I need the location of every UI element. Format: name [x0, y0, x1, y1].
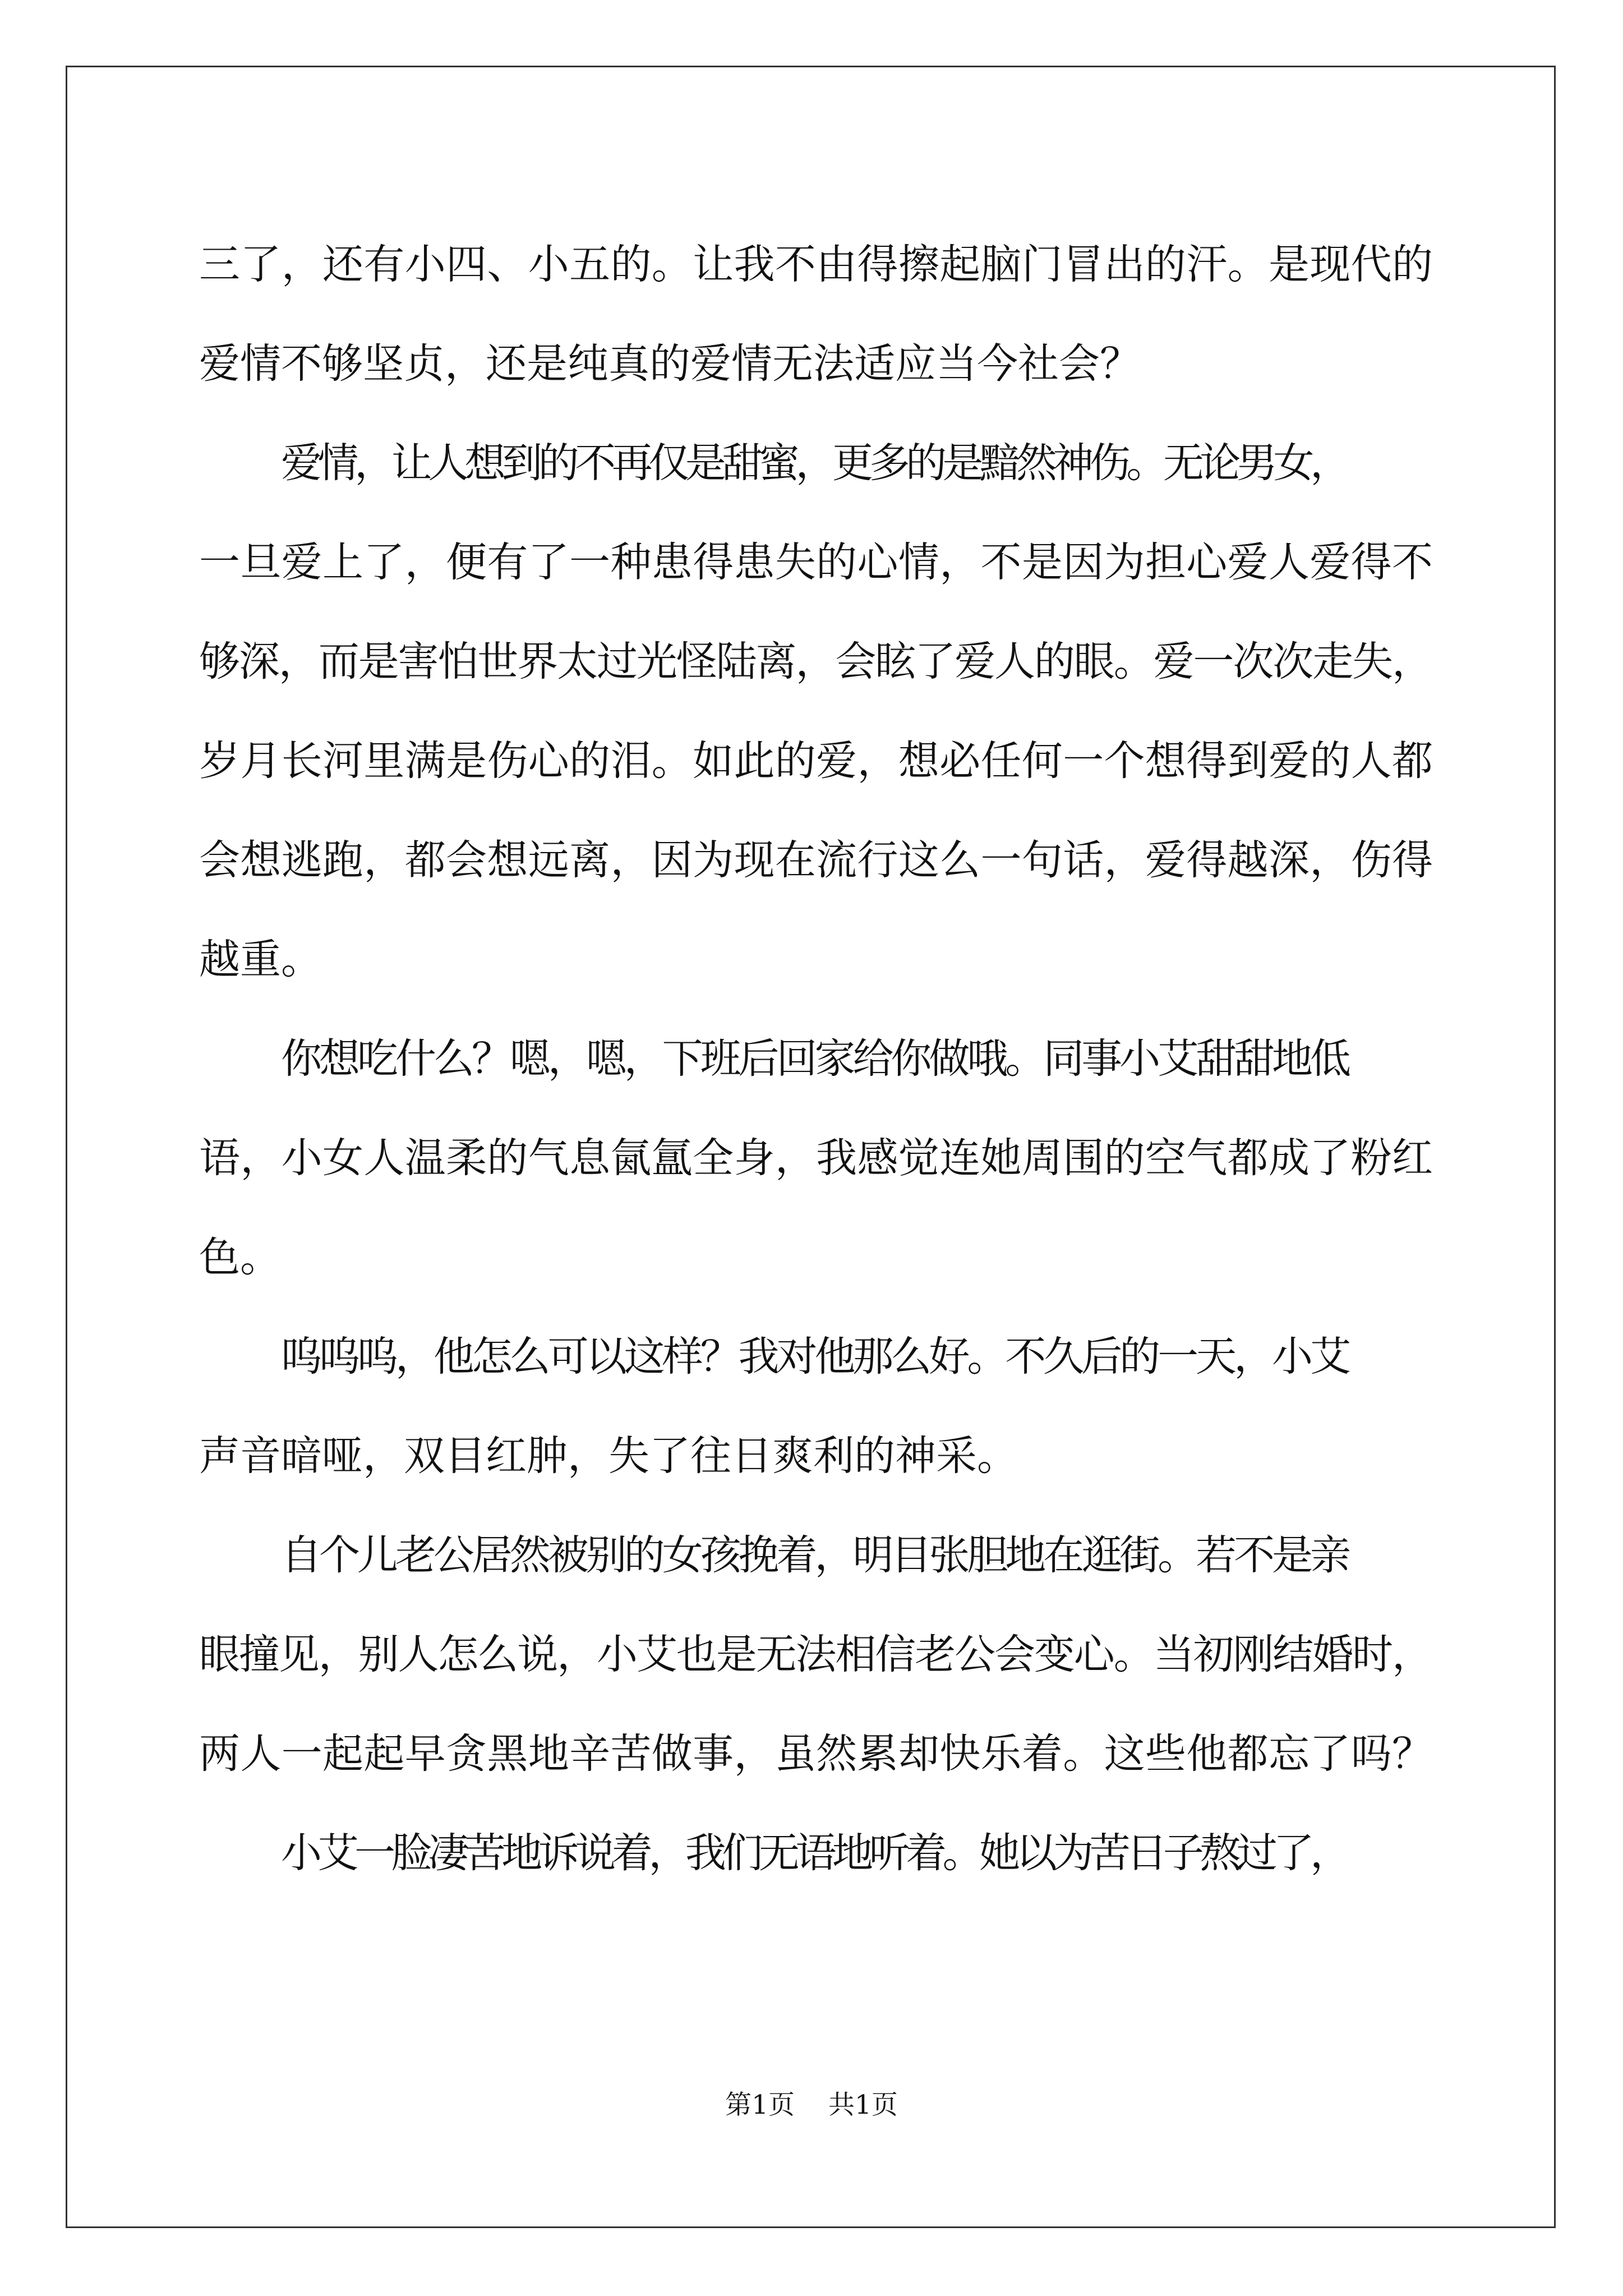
- page-number: 第1页: [725, 2090, 795, 2120]
- text-line: 够深，而是害怕世界太过光怪陆离，会眩了爱人的眼。爱一次次走失，: [199, 638, 1432, 685]
- text-line: 爱情，让人想到的不再仅是甜蜜，更多的是黯然神伤。无论男女，: [281, 439, 1347, 487]
- text-line: 三了，还有小四、小五的。让我不由得擦起脑门冒出的汗。是现代的: [199, 241, 1433, 288]
- text-line: 一旦爱上了，便有了一种患得患失的心情，不是因为担心爱人爱得不: [199, 539, 1433, 586]
- text-line: 两人一起起早贪黑地辛苦做事，虽然累却快乐着。这些他都忘了吗？: [199, 1730, 1433, 1778]
- text-line: 声音暗哑，双目红肿，失了往日爽利的神采。: [199, 1432, 1018, 1480]
- text-line: 越重。: [199, 936, 322, 983]
- page-total: 共1页: [828, 2090, 898, 2120]
- text-line: 爱情不够坚贞，还是纯真的爱情无法适应当今社会？: [199, 340, 1141, 388]
- text-line: 自个儿老公居然被别的女孩挽着，明目张胆地在逛街。若不是亲: [281, 1531, 1348, 1579]
- page-footer: [0, 2084, 1623, 2122]
- text-line: 岁月长河里满是伤心的泪。如此的爱，想必任何一个想得到爱的人都: [199, 737, 1433, 785]
- text-line: 会想逃跑，都会想远离，因为现在流行这么一句话，爱得越深，伤得: [199, 836, 1433, 884]
- document-body: [199, 215, 1433, 1903]
- text-line: 呜呜呜，他怎么可以这样？我对他那么好。不久后的一天，小艾: [281, 1333, 1348, 1381]
- text-line: 小艾一脸凄苦地诉说着，我们无语地听着。她以为苦日子熬过了，: [281, 1829, 1347, 1877]
- text-line: 语，小女人温柔的气息氤氲全身，我感觉连她周围的空气都成了粉红: [199, 1134, 1433, 1182]
- text-line: 你想吃什么？嗯，嗯，下班后回家给你做哦。同事小艾甜甜地低: [281, 1035, 1348, 1083]
- text-line: 色。: [199, 1234, 281, 1281]
- text-line: 眼撞见，别人怎么说，小艾也是无法相信老公会变心。当初刚结婚时，: [199, 1631, 1432, 1678]
